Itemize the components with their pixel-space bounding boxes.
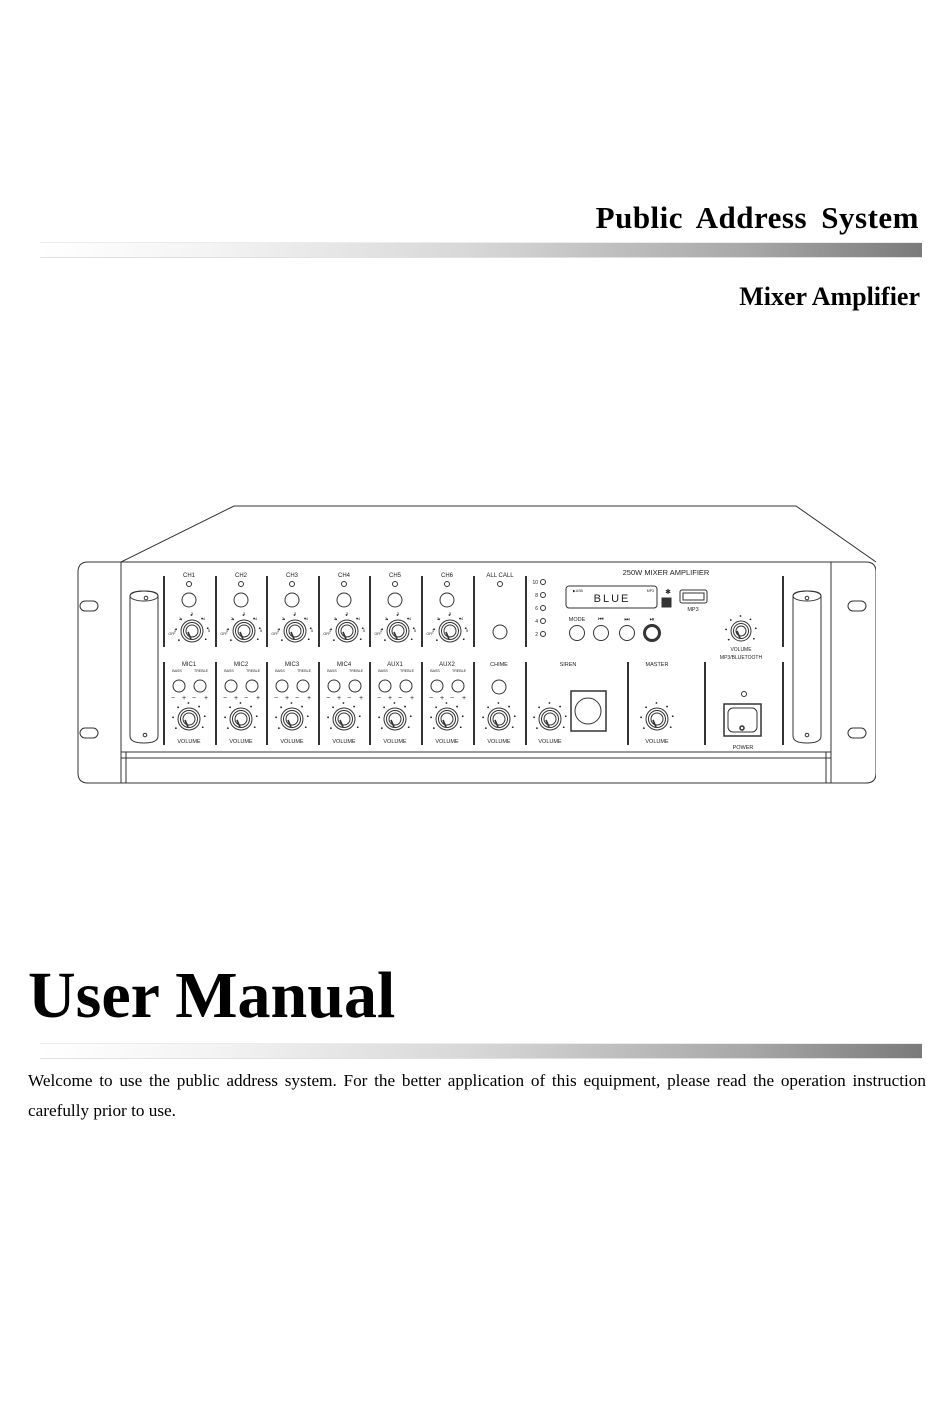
- scale-label: OFF: [374, 632, 382, 636]
- minus-label: −: [243, 695, 249, 702]
- plus-label: +: [387, 695, 393, 702]
- siren-volume-label: VOLUME: [538, 739, 562, 745]
- channel-select-button-ch3[interactable]: [285, 593, 299, 607]
- gradient-divider-bottom: [40, 1043, 922, 1059]
- scale-label: 1: [379, 628, 383, 633]
- volume-knob-mic1[interactable]: [172, 702, 205, 730]
- intro-paragraph: Welcome to use the public address system. For the better application of this equipment, please read the operation instruction carefully prior to use.: [28, 1071, 926, 1120]
- play-pause-button-label: ⏯: [649, 617, 655, 623]
- bass-label: BASS: [275, 669, 285, 673]
- level-meter-label: 2: [535, 632, 538, 638]
- master-volume-knob[interactable]: [640, 702, 673, 730]
- play-pause-button[interactable]: [645, 626, 660, 641]
- minus-label: −: [346, 695, 352, 702]
- volume-label: VOLUME: [435, 739, 459, 745]
- mixer-channel-label: MIC4: [336, 662, 352, 668]
- plus-label: +: [409, 695, 415, 702]
- chime-button[interactable]: [492, 680, 506, 694]
- level-meter-label: 10: [532, 580, 538, 586]
- rack-hole-icon: [80, 728, 98, 738]
- rack-ear-left: [78, 562, 121, 783]
- scale-label: 3: [448, 611, 452, 616]
- level-meter-label: 4: [535, 619, 538, 625]
- level-meter-led: [541, 593, 546, 598]
- chime-label: CHIME: [490, 662, 508, 668]
- minus-label: −: [449, 695, 455, 702]
- treble-knob-aux2[interactable]: [452, 680, 464, 692]
- plus-label: +: [255, 695, 261, 702]
- scale-label: 4: [460, 615, 464, 621]
- lcd-mp3-indicator: MP3: [646, 589, 654, 593]
- scale-label: 4: [305, 615, 309, 621]
- volume-knob-mic4[interactable]: [327, 702, 360, 730]
- level-meter-led: [541, 632, 546, 637]
- channel-led: [187, 582, 192, 587]
- scale-label: 3: [190, 611, 194, 616]
- chassis-top: [121, 506, 876, 562]
- lcd-text: BLUE: [593, 593, 631, 605]
- scale-label: OFF: [271, 632, 279, 636]
- scale-label: 3: [242, 611, 246, 616]
- next-button[interactable]: [620, 626, 635, 641]
- bass-knob-mic3[interactable]: [276, 680, 288, 692]
- treble-label: TREBLE: [246, 669, 260, 673]
- model-label: 250W MIXER AMPLIFIER: [622, 568, 710, 577]
- chime-volume-knob[interactable]: [482, 702, 515, 730]
- treble-label: TREBLE: [194, 669, 208, 673]
- treble-knob-mic4[interactable]: [349, 680, 361, 692]
- mp3-bluetooth-label: MP3/BLUETOOTH: [719, 655, 763, 661]
- treble-label: TREBLE: [452, 669, 466, 673]
- treble-label: TREBLE: [349, 669, 363, 673]
- volume-knob-aux1[interactable]: [378, 702, 411, 730]
- bass-label: BASS: [327, 669, 337, 673]
- previous-button-label: ⏮: [598, 617, 604, 623]
- channel-label: CH6: [440, 573, 454, 579]
- treble-knob-mic2[interactable]: [246, 680, 258, 692]
- scale-label: OFF: [323, 632, 331, 636]
- treble-knob-mic1[interactable]: [194, 680, 206, 692]
- previous-button[interactable]: [594, 626, 609, 641]
- treble-knob-aux1[interactable]: [400, 680, 412, 692]
- channel-label: CH1: [182, 573, 196, 579]
- volume-label: VOLUME: [177, 739, 201, 745]
- scale-label: 4: [202, 615, 206, 621]
- minus-label: −: [191, 695, 197, 702]
- bass-knob-mic2[interactable]: [225, 680, 237, 692]
- treble-label: TREBLE: [297, 669, 311, 673]
- volume-label: VOLUME: [229, 739, 253, 745]
- rack-hole-icon: [848, 601, 866, 611]
- scale-label: 1: [173, 628, 177, 633]
- channel-label: CH4: [337, 573, 351, 579]
- channel-select-button-ch1[interactable]: [182, 593, 196, 607]
- mixer-channel-label: AUX1: [387, 662, 403, 668]
- mixer-channel-label: AUX2: [439, 662, 455, 668]
- level-meter-label: 8: [535, 593, 538, 599]
- minus-label: −: [273, 695, 279, 702]
- usb-port-label: MP3: [687, 607, 699, 613]
- channel-select-button-ch2[interactable]: [234, 593, 248, 607]
- document-title: Public Address System: [595, 200, 919, 235]
- scale-label: 4: [254, 615, 258, 621]
- minus-label: −: [294, 695, 300, 702]
- scale-label: 5: [310, 628, 314, 633]
- channel-led: [239, 582, 244, 587]
- plus-label: +: [181, 695, 187, 702]
- bass-label: BASS: [378, 669, 388, 673]
- bass-knob-aux2[interactable]: [431, 680, 443, 692]
- mode-button[interactable]: [570, 626, 585, 641]
- power-led: [742, 692, 747, 697]
- scale-label: OFF: [168, 632, 176, 636]
- channel-led: [342, 582, 347, 587]
- bass-knob-mic4[interactable]: [328, 680, 340, 692]
- level-meter-led: [541, 606, 546, 611]
- bass-label: BASS: [224, 669, 234, 673]
- plus-label: +: [203, 695, 209, 702]
- scale-label: 2: [178, 615, 182, 621]
- bass-knob-mic1[interactable]: [173, 680, 185, 692]
- minus-label: −: [428, 695, 434, 702]
- channel-select-button-ch5[interactable]: [388, 593, 402, 607]
- master-volume-label: VOLUME: [645, 739, 669, 745]
- scale-label: 4: [408, 615, 412, 621]
- usb-port[interactable]: [680, 590, 707, 603]
- channel-label: CH2: [234, 573, 248, 579]
- plus-label: +: [284, 695, 290, 702]
- all-call-led: [498, 582, 503, 587]
- bass-knob-aux1[interactable]: [379, 680, 391, 692]
- siren-label: SIREN: [559, 662, 577, 668]
- scale-label: 2: [333, 615, 337, 621]
- treble-label: TREBLE: [400, 669, 414, 673]
- rack-hole-icon: [80, 601, 98, 611]
- mixer-channel-label: MIC1: [181, 662, 197, 668]
- bluetooth-icon: ✱: [665, 589, 671, 596]
- mp3-bluetooth-volume-knob[interactable]: [725, 615, 756, 641]
- scale-label: 1: [225, 628, 229, 633]
- channel-label: CH5: [388, 573, 402, 579]
- document-subtitle: Mixer Amplifier: [739, 282, 920, 311]
- rack-hole-icon: [848, 728, 866, 738]
- volume-label: VOLUME: [280, 739, 304, 745]
- scale-label: 3: [293, 611, 297, 616]
- plus-label: +: [233, 695, 239, 702]
- minus-label: −: [376, 695, 382, 702]
- volume-knob-mic3[interactable]: [275, 702, 308, 730]
- minus-label: −: [397, 695, 403, 702]
- scale-label: 5: [465, 628, 469, 633]
- mixer-channel-label: MIC2: [233, 662, 249, 668]
- volume-knob-mic2[interactable]: [224, 702, 257, 730]
- channel-led: [290, 582, 295, 587]
- volume-label: VOLUME: [332, 739, 356, 745]
- bass-label: BASS: [172, 669, 182, 673]
- volume-knob-aux2[interactable]: [430, 702, 463, 730]
- scale-label: 2: [436, 615, 440, 621]
- mixer-amplifier-illustration: [76, 500, 876, 790]
- level-meter-led: [541, 619, 546, 624]
- rack-ear-right: [831, 562, 876, 783]
- scale-label: 3: [345, 611, 349, 616]
- channel-led: [393, 582, 398, 587]
- channel-select-button-ch6[interactable]: [440, 593, 454, 607]
- minus-label: −: [170, 695, 176, 702]
- plus-label: +: [306, 695, 312, 702]
- ir-sensor: [662, 598, 671, 607]
- scale-label: 2: [384, 615, 388, 621]
- manual-heading: User Manual: [28, 959, 396, 1032]
- level-meter-label: 6: [535, 606, 538, 612]
- siren-volume-knob[interactable]: [533, 702, 566, 730]
- plus-label: +: [461, 695, 467, 702]
- chime-volume-label: VOLUME: [487, 739, 511, 745]
- scale-label: 1: [328, 628, 332, 633]
- level-meter-led: [541, 580, 546, 585]
- scale-label: 5: [259, 628, 263, 633]
- next-button-label: ⏭: [624, 617, 630, 623]
- master-label: MASTER: [645, 662, 669, 668]
- power-label: POWER: [732, 745, 754, 751]
- lcd-usb-indicator: ▶USB: [573, 589, 583, 593]
- plus-label: +: [358, 695, 364, 702]
- plus-label: +: [336, 695, 342, 702]
- mp3-volume-label: VOLUME: [730, 647, 752, 653]
- gradient-divider-top: [40, 242, 922, 258]
- scale-label: 5: [413, 628, 417, 633]
- handle-left: [130, 591, 158, 743]
- mixer-channel-label: MIC3: [284, 662, 300, 668]
- scale-label: 5: [362, 628, 366, 633]
- mode-button-label: MODE: [568, 617, 586, 623]
- plus-label: +: [439, 695, 445, 702]
- scale-label: 1: [276, 628, 280, 633]
- scale-label: OFF: [220, 632, 228, 636]
- treble-knob-mic3[interactable]: [297, 680, 309, 692]
- all-call-button[interactable]: [493, 625, 507, 639]
- scale-label: 2: [281, 615, 285, 621]
- handle-right: [793, 591, 821, 743]
- scale-label: 1: [431, 628, 435, 633]
- all-call-label: ALL CALL: [486, 573, 514, 579]
- scale-label: 3: [396, 611, 400, 616]
- channel-led: [445, 582, 450, 587]
- scale-label: OFF: [426, 632, 434, 636]
- channel-select-button-ch4[interactable]: [337, 593, 351, 607]
- minus-label: −: [222, 695, 228, 702]
- scale-label: 5: [207, 628, 211, 633]
- channel-label: CH3: [285, 573, 299, 579]
- scale-label: 2: [230, 615, 234, 621]
- scale-label: 4: [357, 615, 361, 621]
- bass-label: BASS: [430, 669, 440, 673]
- minus-label: −: [325, 695, 331, 702]
- volume-label: VOLUME: [383, 739, 407, 745]
